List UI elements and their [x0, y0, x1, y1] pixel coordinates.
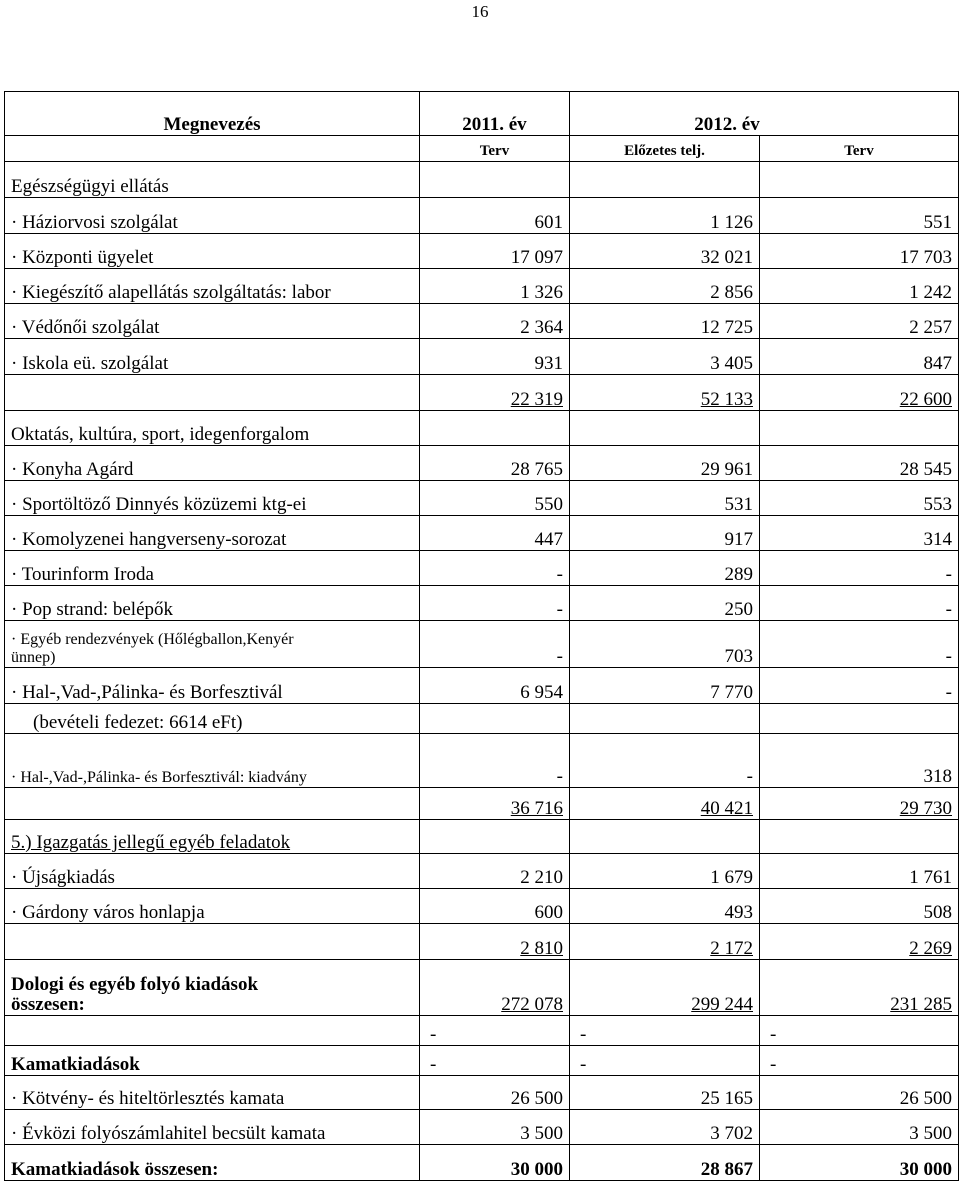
row-note: (bevételi fedezet: 6614 eFt) [5, 704, 420, 734]
table-row [5, 269, 959, 304]
row-label: · Konyha Agárd [5, 446, 420, 481]
row-value-2011: - [420, 586, 570, 621]
subheader-prelim: Előzetes telj. [570, 136, 760, 162]
row-label: · Központi ügyelet [5, 234, 420, 269]
table-row [5, 446, 959, 481]
row-label: Egészségügyi ellátás [5, 162, 420, 198]
row-label: · Hal-,Vad-,Pálinka- és Borfesztivál [5, 668, 420, 704]
row-value-2011: 601 [420, 198, 570, 234]
row-value-2011: 2 364 [420, 304, 570, 339]
row-value-2012: 3 500 [760, 1110, 959, 1145]
row-value-prelim: 25 165 [570, 1076, 760, 1110]
row-value-2011: - [420, 1016, 570, 1046]
table-header-row [5, 92, 959, 136]
subtotal-value-2012: 2 269 [760, 924, 959, 960]
row-value-2011: 26 500 [420, 1076, 570, 1110]
row-label: · Iskola eü. szolgálat [5, 339, 420, 375]
expenditure-table [4, 91, 959, 1181]
row-value-prelim: 2 856 [570, 269, 760, 304]
note-row [5, 704, 959, 734]
row-value-prelim: - [570, 1016, 760, 1046]
row-label: · Védőnői szolgálat [5, 304, 420, 339]
row-value-2012: 2 257 [760, 304, 959, 339]
page-number: 16 [471, 2, 489, 21]
table-subheader-row [5, 136, 959, 162]
table-row [5, 162, 959, 198]
section-heading: Oktatás, kultúra, sport, idegenforgalom [5, 411, 420, 446]
row-value-2011 [420, 704, 570, 734]
row-value-prelim: 493 [570, 889, 760, 924]
total-value-prelim: 28 867 [570, 1145, 760, 1181]
subtotal-value-prelim: 2 172 [570, 924, 760, 960]
row-label [5, 788, 420, 820]
subtotal-value-prelim: 40 421 [570, 788, 760, 820]
total-label: Dologi és egyéb folyó kiadások összesen: [5, 960, 420, 1016]
total-row [5, 1145, 959, 1181]
header-year-2011: 2011. év [420, 92, 570, 136]
row-value-2011: 931 [420, 339, 570, 375]
subheader-plan-2012: Terv [760, 136, 959, 162]
row-value-2011: 28 765 [420, 446, 570, 481]
subtotal-row [5, 375, 959, 411]
section-heading: 5.) Igazgatás jellegű egyéb feladatok [5, 820, 420, 854]
total-value-prelim: 299 244 [570, 960, 760, 1016]
row-value-2011: - [420, 1046, 570, 1076]
row-value-prelim: 32 021 [570, 234, 760, 269]
subtotal-value-2011: 2 810 [420, 924, 570, 960]
row-label: · Gárdony város honlapja [5, 889, 420, 924]
row-value-2012: 314 [760, 516, 959, 551]
subtotal-row [5, 788, 959, 820]
row-value-2012: 17 703 [760, 234, 959, 269]
table-row [5, 198, 959, 234]
total-value-2012: 30 000 [760, 1145, 959, 1181]
table-row [5, 586, 959, 621]
row-value-2011: 550 [420, 481, 570, 516]
row-label: · Pop strand: belépők [5, 586, 420, 621]
subtotal-value-2011: 36 716 [420, 788, 570, 820]
row-value-prelim [570, 411, 760, 446]
row-value-2012: 1 761 [760, 854, 959, 889]
table-row [5, 734, 959, 788]
row-value-2011: 6 954 [420, 668, 570, 704]
row-value-2011: 600 [420, 889, 570, 924]
row-label: · Hal-,Vad-,Pálinka- és Borfesztivál: kiadvány [5, 734, 420, 788]
table-row [5, 551, 959, 586]
section-heading-row [5, 1046, 959, 1076]
row-label [5, 375, 420, 411]
row-value-prelim: 917 [570, 516, 760, 551]
row-value-prelim [570, 704, 760, 734]
row-value-2011: 1 326 [420, 269, 570, 304]
total-value-2012: 231 285 [760, 960, 959, 1016]
section-heading-row [5, 411, 959, 446]
table-row [5, 1110, 959, 1145]
row-value-2012: 318 [760, 734, 959, 788]
subtotal-row [5, 924, 959, 960]
row-label [5, 1016, 420, 1046]
row-value-2012 [760, 411, 959, 446]
table-row [5, 481, 959, 516]
row-value-prelim: 1 679 [570, 854, 760, 889]
row-label: · Kötvény- és hiteltörlesztés kamata [5, 1076, 420, 1110]
row-value-prelim: 250 [570, 586, 760, 621]
row-label: · Egyéb rendezvények (Hőlégballon,Kenyér ünnep) [5, 621, 420, 668]
row-label: · Háziorvosi szolgálat [5, 198, 420, 234]
row-value-prelim: - [570, 734, 760, 788]
total-row [5, 960, 959, 1016]
row-value-2012: - [760, 1046, 959, 1076]
subtotal-value-2011: 22 319 [420, 375, 570, 411]
row-value-2011 [420, 411, 570, 446]
row-value-2011: - [420, 734, 570, 788]
row-value-2011: 447 [420, 516, 570, 551]
row-value-prelim: 3 702 [570, 1110, 760, 1145]
row-value-prelim: 12 725 [570, 304, 760, 339]
row-value-2011: - [420, 621, 570, 668]
row-label: · Tourinform Iroda [5, 551, 420, 586]
table-row [5, 304, 959, 339]
row-value-prelim [570, 162, 760, 198]
row-value-2012: - [760, 586, 959, 621]
section-heading: Kamatkiadások [5, 1046, 420, 1076]
row-label: · Évközi folyószámlahitel becsült kamata [5, 1110, 420, 1145]
row-value-2011: 2 210 [420, 854, 570, 889]
header-year-2012: 2012. év [570, 92, 959, 136]
row-value-2011 [420, 162, 570, 198]
row-value-prelim: 29 961 [570, 446, 760, 481]
table-row [5, 854, 959, 889]
subtotal-value-prelim: 52 133 [570, 375, 760, 411]
total-label: Kamatkiadások összesen: [5, 1145, 420, 1181]
header-name: Megnevezés [5, 92, 420, 136]
total-value-2011: 272 078 [420, 960, 570, 1016]
row-value-2011 [420, 820, 570, 854]
dash-row [5, 1016, 959, 1046]
row-value-2012 [760, 820, 959, 854]
row-value-prelim: - [570, 1046, 760, 1076]
row-label: · Újságkiadás [5, 854, 420, 889]
table-row [5, 339, 959, 375]
row-value-2012: - [760, 668, 959, 704]
row-value-2011: 3 500 [420, 1110, 570, 1145]
row-value-prelim [570, 820, 760, 854]
row-value-2012: 553 [760, 481, 959, 516]
row-value-2012: - [760, 621, 959, 668]
row-value-prelim: 289 [570, 551, 760, 586]
table-row [5, 668, 959, 704]
row-value-prelim: 531 [570, 481, 760, 516]
row-value-2012: 847 [760, 339, 959, 375]
subtotal-value-2012: 22 600 [760, 375, 959, 411]
row-value-2012: 551 [760, 198, 959, 234]
section-heading-row [5, 820, 959, 854]
table-row [5, 234, 959, 269]
row-value-2011: - [420, 551, 570, 586]
row-label: · Sportöltöző Dinnyés közüzemi ktg-ei [5, 481, 420, 516]
row-label: · Komolyzenei hangverseny-sorozat [5, 516, 420, 551]
row-value-prelim: 1 126 [570, 198, 760, 234]
row-value-2012: 508 [760, 889, 959, 924]
row-value-2011: 17 097 [420, 234, 570, 269]
row-label [5, 924, 420, 960]
table-row [5, 516, 959, 551]
row-value-2012: 1 242 [760, 269, 959, 304]
row-value-2012 [760, 162, 959, 198]
table-row [5, 889, 959, 924]
table-row [5, 621, 959, 668]
total-value-2011: 30 000 [420, 1145, 570, 1181]
subheader-plan-2011: Terv [420, 136, 570, 162]
row-label: · Kiegészítő alapellátás szolgáltatás: labor [5, 269, 420, 304]
row-value-prelim: 7 770 [570, 668, 760, 704]
subheader-empty [5, 136, 420, 162]
row-value-2012: 28 545 [760, 446, 959, 481]
row-value-2012: - [760, 1016, 959, 1046]
row-value-2012: - [760, 551, 959, 586]
row-value-prelim: 3 405 [570, 339, 760, 375]
table-row [5, 1076, 959, 1110]
row-value-2012 [760, 704, 959, 734]
subtotal-value-2012: 29 730 [760, 788, 959, 820]
row-value-prelim: 703 [570, 621, 760, 668]
row-value-2012: 26 500 [760, 1076, 959, 1110]
